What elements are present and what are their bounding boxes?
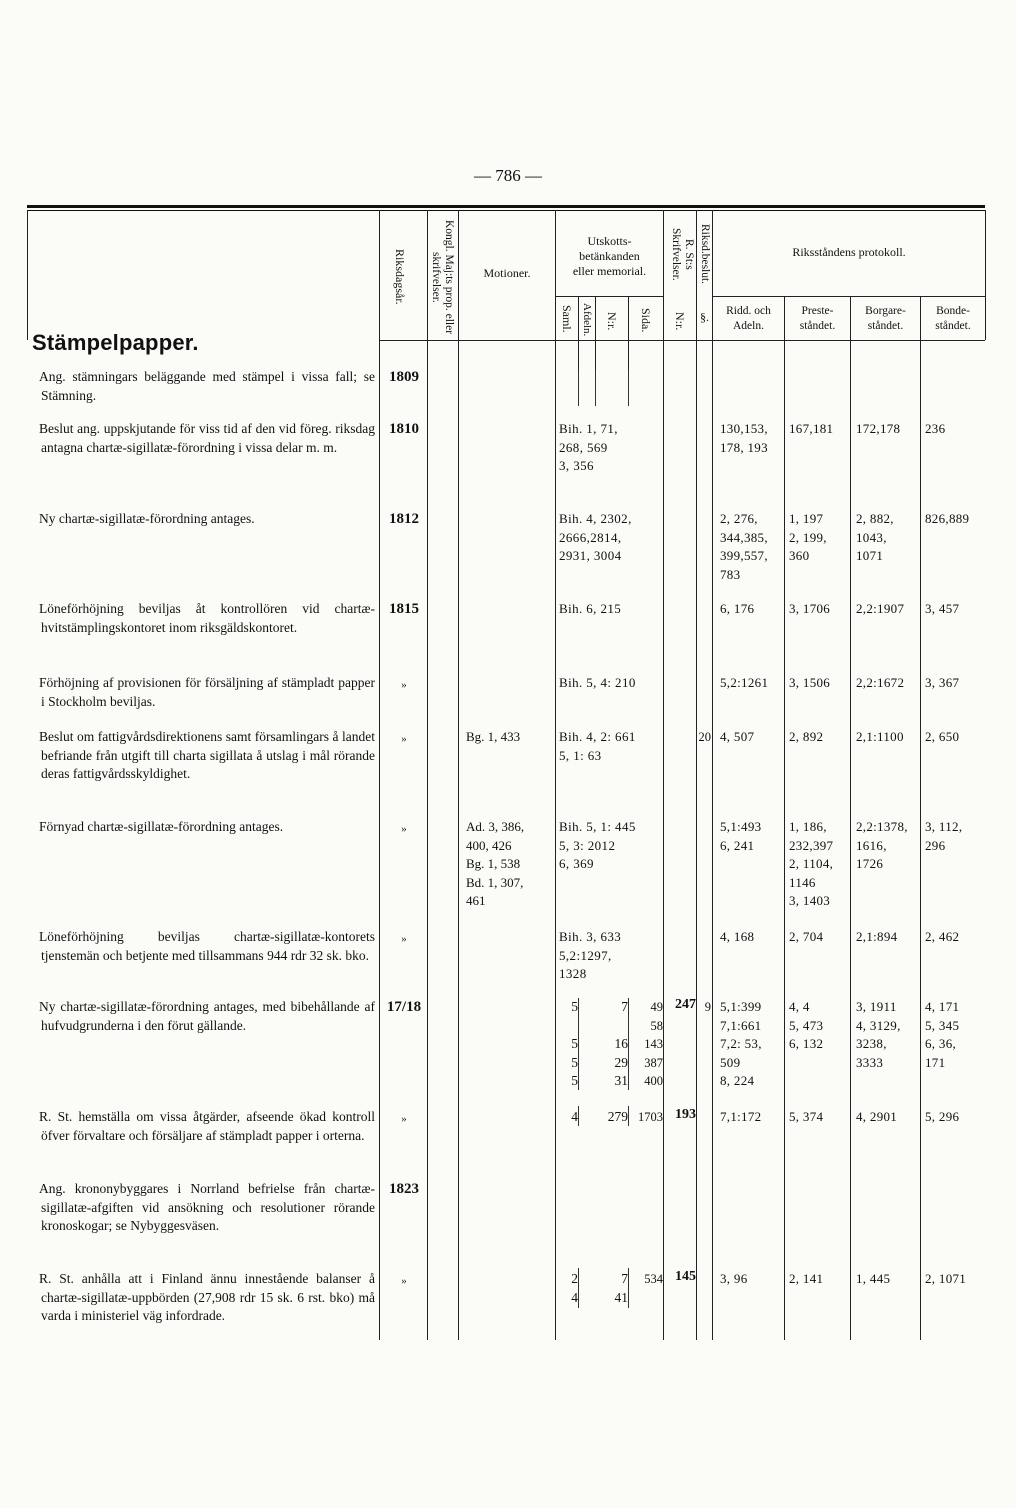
row-year: 1810	[389, 421, 419, 437]
row-description: Beslut ang. uppskjutande för viss tid af den vid föreg. riksdag antagna chartæ-sigillatæ-förordning i vissa delar m. m.	[39, 421, 375, 455]
row-prestestandet: 4, 4 5, 473 6, 132	[789, 999, 824, 1051]
row-description: Ny chartæ-sigillatæ-förordning antages.	[39, 511, 255, 526]
header-afdeln: Afdeln.	[581, 303, 593, 337]
row-borgarestandet: 2,2:1378, 1616, 1726	[856, 819, 908, 871]
row-utskott-ref: Bih. 4, 2: 661 5, 1: 63	[559, 729, 636, 763]
header-bottom-rule	[379, 340, 985, 341]
row-utskott-sida: 534	[644, 1272, 663, 1286]
column-separator	[379, 210, 380, 1340]
row-ridd-adeln: 5,2:1261	[720, 675, 769, 690]
row-year: 1823	[389, 1181, 419, 1197]
row-borgarestandet: 2,1:894	[856, 929, 898, 944]
column-guide	[578, 370, 579, 406]
header-nr: N:r.	[605, 311, 619, 331]
row-year: 17/18	[386, 999, 422, 1015]
top-rule-thin	[27, 210, 985, 211]
row-riksdagsbeslut-paragraph: 20	[698, 730, 711, 744]
row-utskott-ref: Bih. 5, 4: 210	[559, 675, 636, 690]
header-riksstandens: Riksståndens protokoll.	[792, 245, 906, 259]
column-guide	[578, 998, 579, 1090]
row-year: »	[401, 733, 407, 745]
column-guide	[628, 1106, 629, 1126]
row-borgarestandet: 4, 2901	[856, 1109, 898, 1124]
column-separator	[712, 210, 713, 1340]
row-utskott-ref: Bih. 5, 1: 445 5, 3: 2012 6, 369	[559, 819, 636, 871]
header-riksdagsar: Riksdagsår.	[393, 249, 407, 305]
top-rule-thick	[27, 205, 985, 208]
row-borgarestandet: 2,1:1100	[856, 729, 904, 744]
column-separator	[696, 210, 697, 1340]
column-separator	[458, 210, 459, 1340]
header-riksd-beslut: Riksd.beslut.	[699, 223, 711, 285]
row-ridd-adeln: 7,1:172	[720, 1109, 762, 1124]
header-rs-nr: N:r.	[673, 311, 687, 331]
row-description: Förhöjning af provisionen för försäljning af stämpladt papper i Stockholm beviljas.	[39, 675, 375, 709]
row-saml: 4	[571, 1109, 578, 1124]
row-prestestandet: 3, 1706	[789, 601, 831, 616]
row-description: Beslut om fattigvårdsdirektionens samt församlingars å landet befriande från utgift till charta sigillata å utslag i mål rörande deras fattigvårdsskyldighet.	[39, 729, 375, 781]
row-ridd-adeln: 4, 507	[720, 729, 755, 744]
row-description: R. St. hemställa om vissa åtgärder, afseende ökad kontroll öfver förvaltare och försäljare af stämpladt papper i orterna.	[39, 1109, 375, 1143]
row-prestestandet: 2, 892	[789, 729, 824, 744]
row-prestestandet: 167,181	[789, 421, 834, 436]
row-ridd-adeln: 4, 168	[720, 929, 755, 944]
row-borgarestandet: 2, 882, 1043, 1071	[856, 511, 894, 563]
row-bondestandet: 3, 112, 296	[925, 819, 963, 853]
row-description: Förnyad chartæ-sigillatæ-förordning antages.	[39, 819, 284, 834]
row-rsts-skrifvelse-nr: 193	[675, 1107, 696, 1122]
column-guide	[578, 1268, 579, 1308]
header-subrule	[712, 296, 985, 297]
row-description: Ny chartæ-sigillatæ-förordning antages, med bibehållande af hufvudgrunderna i den förut gällande.	[39, 999, 375, 1033]
row-saml: 5 5 5 5	[571, 999, 578, 1088]
header-paragraph: §.	[700, 310, 709, 324]
row-utskott-ref: Bih. 1, 71, 268, 569 3, 356	[559, 421, 618, 473]
row-ridd-adeln: 5,1:493 6, 241	[720, 819, 762, 853]
row-description: Ang. stämningars beläggande med stämpel i vissa fall; se Stämning.	[39, 369, 375, 403]
row-prestestandet: 3, 1506	[789, 675, 831, 690]
row-year: »	[401, 933, 407, 945]
row-bondestandet: 2, 1071	[925, 1271, 967, 1286]
row-utskott-nr: 279	[607, 1109, 628, 1124]
row-year: »	[401, 1275, 407, 1287]
row-ridd-adeln: 2, 276, 344,385, 399,557, 783	[720, 511, 768, 582]
header-bonde: Bonde- ståndet.	[935, 305, 971, 332]
row-motion-ref: Ad. 3, 386, 400, 426 Bg. 1, 538 Bd. 1, 307, 461	[466, 819, 525, 908]
row-ridd-adeln: 5,1:399 7,1:661 7,2: 53, 509 8, 224	[720, 999, 762, 1088]
page-number: — 786 —	[474, 166, 542, 185]
column-guide	[628, 370, 629, 406]
row-riksdagsbeslut-paragraph: 9	[704, 1000, 711, 1014]
column-guide	[628, 1268, 629, 1308]
section-title: Stämpelpapper.	[32, 330, 199, 355]
row-borgarestandet: 2,2:1907	[856, 601, 905, 616]
row-bondestandet: 2, 462	[925, 929, 960, 944]
header-borgare: Borgare- ståndet.	[865, 305, 906, 332]
row-bondestandet: 236	[925, 421, 946, 436]
row-description: Löneförhöjning beviljas åt kontrollören vid chartæ-hvitstämplingskontoret inom riksgäldskontoret.	[39, 601, 375, 635]
row-year: »	[401, 1113, 407, 1125]
row-bondestandet: 3, 457	[925, 601, 960, 616]
row-borgarestandet: 1, 445	[856, 1271, 891, 1286]
row-utskott-sida: 49 58 143 387 400	[644, 1000, 663, 1088]
column-separator	[663, 210, 664, 1340]
row-ridd-adeln: 3, 96	[720, 1271, 748, 1286]
column-separator	[27, 210, 28, 340]
row-ridd-adeln: 130,153, 178, 193	[720, 421, 768, 455]
row-prestestandet: 2, 704	[789, 929, 824, 944]
row-year: 1815	[389, 601, 419, 617]
row-prestestandet: 5, 374	[789, 1109, 824, 1124]
row-description: Löneförhöjning beviljas chartæ-sigillatæ-kontorets tjenstemän och betjente med tillsammans 944 rdr 32 sk. bko.	[39, 929, 375, 963]
row-year: »	[401, 823, 407, 835]
column-separator	[427, 210, 428, 1340]
row-borgarestandet: 2,2:1672	[856, 675, 905, 690]
row-description: R. St. anhålla att i Finland ännu innestående balanser å chartæ-sigillatæ-uppbörden (27,908 rdr 15 sk. 6 rst. bko) må varda i ministeriel väg infordrade.	[39, 1271, 375, 1323]
row-utskott-ref: Bih. 6, 215	[559, 601, 622, 616]
row-year: 1812	[389, 511, 419, 527]
row-rsts-skrifvelse-nr: 145	[675, 1269, 696, 1284]
header-sida: Sida.	[639, 307, 653, 333]
column-guide	[595, 370, 596, 406]
column-guide	[578, 1106, 579, 1126]
row-prestestandet: 1, 186, 232,397 2, 1104, 1146 3, 1403	[789, 819, 834, 908]
column-separator	[555, 210, 556, 1340]
header-ridd: Ridd. och Adeln.	[726, 305, 771, 332]
row-prestestandet: 2, 141	[789, 1271, 824, 1286]
row-bondestandet: 4, 171 5, 345 6, 36, 171	[925, 999, 960, 1070]
row-ridd-adeln: 6, 176	[720, 601, 755, 616]
header-motioner: Motioner.	[483, 266, 531, 280]
row-borgarestandet: 3, 1911 4, 3129, 3238, 3333	[856, 999, 901, 1070]
row-bondestandet: 826,889	[925, 511, 970, 526]
row-bondestandet: 2, 650	[925, 729, 960, 744]
header-preste: Preste- ståndet.	[799, 305, 836, 332]
row-motion-ref: Bg. 1, 433	[466, 729, 521, 744]
row-saml: 2 4	[571, 1271, 578, 1305]
header-saml: Saml.	[560, 305, 574, 333]
header-kongl-prop: Kongl. Maj:ts prop. eller skrifvelser.	[430, 219, 455, 335]
header-subrule	[555, 296, 663, 297]
row-utskott-sida: 1703	[638, 1110, 663, 1124]
row-rsts-skrifvelse-nr: 247	[675, 997, 696, 1012]
column-separator	[985, 210, 986, 340]
row-borgarestandet: 172,178	[856, 421, 901, 436]
row-description: Ang. krononybyggares i Norrland befrielse från chartæ-sigillatæ-afgiften vid ansökning och resolutioner rörande kronoskogar; se Nybyggesväsen.	[39, 1181, 375, 1233]
header-utskotts: Utskotts- betänkanden eller memorial.	[572, 234, 647, 278]
row-bondestandet: 5, 296	[925, 1109, 960, 1124]
row-utskott-nr: 7 41	[614, 1271, 628, 1305]
header-rsts-skrifvelser: R. St:s Skrifvelser.	[670, 227, 695, 281]
row-utskott-nr: 7 16 29 31	[614, 999, 628, 1088]
row-year: 1809	[389, 369, 419, 385]
column-guide	[628, 998, 629, 1090]
row-bondestandet: 3, 367	[925, 675, 960, 690]
row-year: »	[401, 679, 407, 691]
row-utskott-ref: Bih. 4, 2302, 2666,2814, 2931, 3004	[559, 511, 632, 563]
row-utskott-ref: Bih. 3, 633 5,2:1297, 1328	[559, 929, 622, 981]
row-prestestandet: 1, 197 2, 199, 360	[789, 511, 827, 563]
